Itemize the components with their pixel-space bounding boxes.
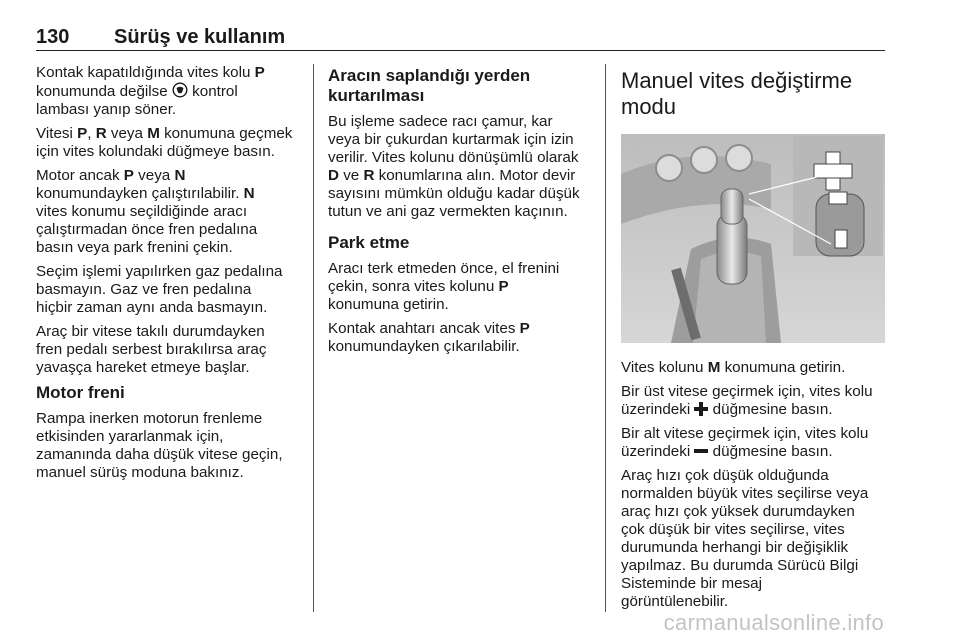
column-divider xyxy=(313,64,314,612)
subheading-motor-freni: Motor freni xyxy=(36,383,125,402)
gear-lever-illustration xyxy=(621,134,885,343)
paragraph: Bir alt vitese geçirmek için, vites kolu üzerindeki düğmesine basın. xyxy=(621,425,869,460)
paragraph: Bu işleme sadece racı çamur, kar veya bir çukurdan kurtarmak için izin verilir. Vites kolunu dönüşümlü olarak D ve R konumlarına alın. Motor devir sayısını mümkün olduğu kadar düşük tutun ve ani gaz vermekten kaçının. xyxy=(328,113,580,220)
page-header xyxy=(36,24,885,51)
minus-icon xyxy=(694,444,708,458)
paragraph: Vitesi P, R veya M konumuna geçmek için vites kolundaki düğmeye basın. xyxy=(36,125,293,160)
gear-lever-illustration-graphic xyxy=(621,134,885,343)
paragraph: Kontak anahtarı ancak vites P konumundayken çıkarılabilir. xyxy=(328,320,530,355)
paragraph: Aracı terk etmeden önce, el frenini çekin, sonra vites kolunu P konumuna getirin. xyxy=(328,260,560,313)
selector-lever-warning-icon xyxy=(172,82,188,98)
paragraph: Araç bir vitese takılı durumdayken fren pedalı serbest bırakılırsa araç yavaşça hareket etmeye başlar. xyxy=(36,323,267,376)
paragraph: Seçim işlemi yapılırken gaz pedalına basmayın. Gaz ve fren pedalına hiçbir zaman aynı anda basmayın. xyxy=(36,263,283,316)
page-number: 130 xyxy=(36,26,70,48)
paragraph: Bir üst vitese geçirmek için, vites kolu üzerindeki düğmesine basın. xyxy=(621,383,873,418)
paragraph: Motor ancak P veya N konumundayken çalıştırılabilir. N vites konumu seçildiğinde aracı çalıştırmadan önce fren pedalına basın veya park frenini çekin. xyxy=(36,167,258,256)
subheading-park-etme: Park etme xyxy=(328,233,410,252)
column-3 xyxy=(621,68,891,617)
paragraph: Vites kolunu M konumuna getirin. xyxy=(621,359,846,376)
column-2 xyxy=(328,66,593,362)
section-heading-manual-mode: Manuel vites değiştirme modu xyxy=(621,68,853,119)
paragraph: Rampa inerken motorun frenleme etkisinden yararlanmak için, zamanında daha düşük vitese geçin, manuel sürüş moduna bakınız. xyxy=(36,410,283,481)
paragraph: Araç hızı çok düşük olduğunda normalden büyük vites seçilirse veya araç hızı çok yüksek durumdayken çok düşük bir vites seçilirse, vites durumunda herhangi bir değişiklik yapılmaz. Bu durumda Sürücü Bilgi Sisteminde bir mesaj görüntülenebilir. xyxy=(621,467,869,610)
column-divider xyxy=(605,64,606,612)
watermark: carmanualsonline.info xyxy=(663,610,884,635)
section-title: Sürüş ve kullanım xyxy=(114,26,286,48)
column-1 xyxy=(36,64,304,488)
plus-icon xyxy=(694,402,708,416)
paragraph: Kontak kapatıldığında vites kolu P konumunda değilse kontrol lambası yanıp söner. xyxy=(36,64,265,118)
subheading-recovery: Aracın saplandığı yerden kurtarılması xyxy=(328,66,531,105)
